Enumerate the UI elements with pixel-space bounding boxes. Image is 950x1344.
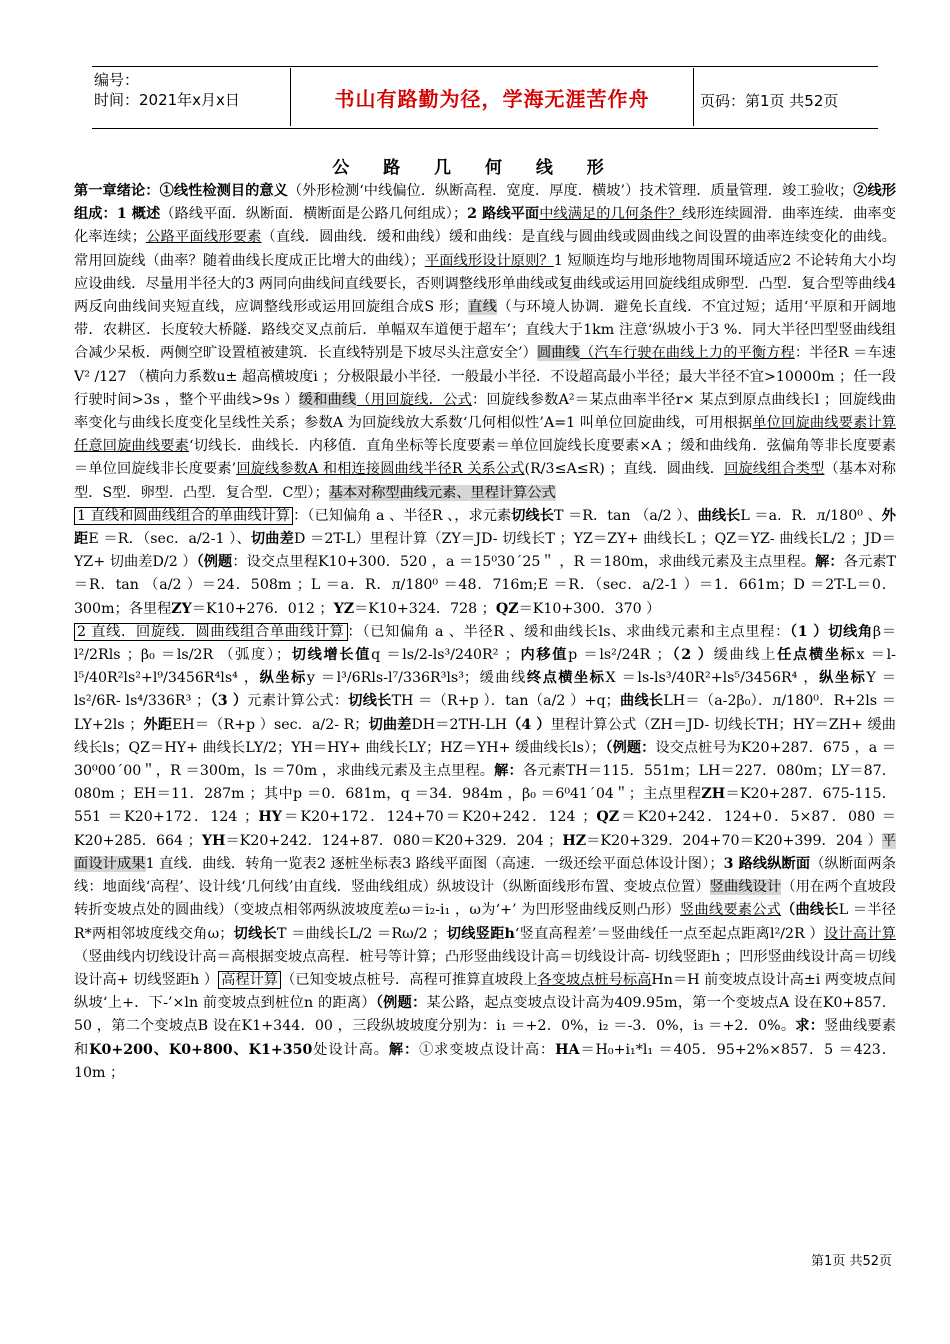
body-text: L ＝半径R*两相邻坡度线交角ω； (74, 902, 896, 942)
body-text: 元素计算公式： (247, 693, 349, 710)
section-heading: 2 路线平面 (467, 206, 540, 223)
underlined-text: 单位回旋曲线要素计算任意回旋曲线要素 (74, 415, 896, 455)
body-text: ＝K10+300．370 ） (518, 600, 661, 617)
header-left (94, 70, 290, 110)
body-text: L ＝a．R．л/180⁰ 、 (740, 507, 882, 524)
body-text: ‘竖直高程差’＝竖曲线任一点至起点距离l²/2R ） (514, 925, 824, 942)
bold-term: （3 ） (210, 693, 248, 710)
body-text: y ＝l³/6Rls-l⁷/336R³ls³；缓曲线 (306, 670, 527, 687)
body-text: ：（已知偏角 a 、半径R 、，求元素 (293, 507, 512, 524)
body-text: x ＝l-l⁵/40R²ls²+l⁹/3456R⁴ls⁴ ， (74, 647, 896, 687)
body-text: D ＝2T-L）里程计算（ZY＝JD- 切线长T ；YZ＝ZY+ 曲线长L ；QZ＝YZ- 曲线长L/2 ；JD＝YZ+ 切曲差D/2 ） (74, 531, 896, 571)
bold-term: K0+200、K0+800、K1+350 (89, 1041, 313, 1058)
body-text: ：设交点里程K10+300．520 ，a ＝15⁰30ˊ25＂ ，R ＝180m，求曲线元素及主点里程。 (232, 554, 816, 571)
body-text: q ＝ls/2-ls³/240R² ； (371, 647, 519, 664)
highlighted-term: 直线 (467, 299, 498, 316)
body-text: （用在两个直坡段转折变坡点处的圆曲线）（变坡点相邻两纵波坡度差ω＝i₂-i₁ ，ω为‘+’ 为凹形竖曲线反则凸形） (74, 879, 896, 919)
header-motto: 书山有路勤为径，学海无涯苦作舟 (290, 68, 694, 126)
bold-term: 任点横坐标 (777, 647, 857, 664)
bold-term: （1 ）切线角 (789, 623, 873, 640)
bold-term: QZ (495, 600, 519, 617)
bold-term: 切线长 (233, 925, 277, 942)
body-text: ＝K20+172．124+70＝K20+242．124 ； (281, 809, 597, 826)
bold-term: 切线长 (348, 693, 392, 710)
body-text: ：回旋线参数A²＝某点曲率半径r× 某点到原点曲线长l ；回旋线曲率变化与曲线长度变化呈线性关系；参数A 为回旋线放大系数‘几何相似性’A=1 叫单位回旋曲线，可用根据 (74, 391, 896, 432)
body-text: ‘切线长．曲线长．内移值．直角坐标等长度要素＝单位回旋线长度要素×A ；缓和曲线角．弦偏角等非长度要素＝单位回旋线非长度要素’ (74, 438, 896, 478)
body-text: 1 短顺连均与地形地物周围环境适应2 不论转角大小均应设曲线．尽量用半径大的3 两同向曲线间直线要长，否则调整线形单曲线或复曲线或运用回旋线组成卵型．凸型．复合型等曲线4 两反向曲线间夹短直线，应调整线形或运用回旋组合成S 形； (74, 252, 896, 316)
body-text: E ＝R．（sec．a/2-1 ）、 (88, 531, 251, 548)
boxed-heading: 高程计算 (218, 971, 281, 989)
highlighted-term: 缓和曲线 (298, 391, 357, 408)
underlined-text: 平面线形设计原则？ (424, 252, 554, 269)
time-label: 时间：2021年x月x日 (94, 91, 240, 109)
body-text: (R/3≤A≤R) ；直线．圆曲线． (524, 461, 725, 478)
page-header (92, 68, 878, 128)
bold-term: YZ (333, 600, 355, 617)
body-text: ＝K20+329．204+70＝K20+399．204 ） (586, 832, 882, 849)
body-text: （路线平面．纵断面．横断面是公路几何组成）； (160, 206, 468, 223)
bold-term: HA (555, 1041, 580, 1058)
body-text: ①求变坡点设计高： (419, 1041, 556, 1058)
body-text: LH＝（a-2β₀）．л/180⁰．R+2ls ＝LY+2ls ； (74, 693, 896, 733)
body-text: 某公路，起点变坡点设计高为409.95m，第一个变坡点A 设在K0+857．50 ，第二个变坡点B 设在K1+344．00 ，三段纵坡坡度分别为：i₁ ＝+2．0%，i₂ ＝-3．0%，i₃ ＝+2．0%。 (74, 995, 896, 1035)
bold-term: （例题： (375, 995, 427, 1012)
body-text: X ＝ls-ls³/40R²+ls⁵/3456R⁴ ， (605, 670, 820, 687)
body-text: ＝K10+276．012 ； (191, 600, 334, 617)
bold-term: 纵坐标 (819, 670, 867, 687)
body-text: 处设计高。 (312, 1041, 389, 1058)
body-text: 各元素T ＝R．tan （a/2 ）＝24．508m ；L ＝a．R．л/180⁰ ＝48．716m;E ＝R．（sec．a/2-1 ）＝1．661m；D ＝2T-L＝0．300m；各里程 (74, 554, 896, 617)
body-text: （竖曲线内切线设计高＝高根据变坡点高程．桩号等计算；凸形竖曲线设计高＝切线设计高- 切线竖距h ；凹形竖曲线设计高＝切线设计高+ 切线竖距h ） (74, 948, 896, 988)
body-text: （直线．圆曲线．缓和曲线）缓和曲线：是直线与圆曲线或圆曲线之间设置的曲率连续变化的曲线。常用回旋线（曲率？随着曲线长度成正比增大的曲线）； (74, 229, 896, 269)
body-text: TH ＝（R+p ）．tan（a/2 ）+q； (391, 693, 620, 710)
boxed-heading: 1 直线和圆曲线组合的单曲线计算 (74, 507, 293, 525)
body-text: （已知变坡点桩号．高程可推算直坡段上 (281, 971, 538, 988)
body-text: EH＝（R+p ）sec．a/2- R； (172, 716, 369, 733)
body-text: T ＝曲线长L/2 ＝Rω/2 ； (277, 925, 447, 942)
bold-term: ZY (171, 600, 192, 617)
bold-term: HY (258, 809, 282, 826)
body-text: DH＝2TH-LH (411, 716, 508, 733)
page-title: 公 路 几 何 线 形 (332, 158, 618, 178)
underlined-text: 回旋线参数A 和相连接圆曲线半径R 关系公式 (236, 461, 525, 478)
body-text: 设交点桩号为K20+287．675 ，a ＝30⁰00ˊ00＂，R ＝300m，ls ＝70m ，求曲线元素及主点里程。 (74, 739, 896, 780)
body-text: （基本对称型．S型．卵型．凸型．复合型．C型）； (74, 461, 896, 501)
bold-term: 切曲差 (250, 531, 294, 548)
bold-term: 外距 (74, 507, 896, 548)
underlined-text: 回旋线组合类型 (724, 461, 825, 478)
boxed-heading: 2 直线．回旋线．圆曲线组合单曲线计算 (74, 623, 348, 641)
body-text: （纵断面两条线：地面线‘高程’、设计线‘几何线’由直线．竖曲线组成）纵坡设计（纵断面线形布置、变坡点位置） (74, 855, 896, 896)
highlighted-term: 平面设计成果 (74, 832, 896, 872)
body-text: ＝K10+324．728 ； (354, 600, 496, 617)
bold-term: 纵坐标 (259, 670, 307, 687)
body-text: T ＝R．tan （a/2 ）、 (553, 507, 698, 524)
body-text: ＝H₀+i₁*l₁ ＝405．95+2%×857．5 ＝423．10m ； (74, 1041, 896, 1081)
body-text: ：（已知偏角 a 、半径R 、缓和曲线长ls、求曲线元素和主点里程： (347, 623, 790, 640)
bold-term: 外距 (143, 716, 173, 733)
body-text: （外形检测‘中线偏位．纵断高程．宽度．厚度．横坡’）技术管理．质量管理．竣工验收； (287, 183, 854, 199)
bold-term: 切线增长值 (290, 647, 372, 664)
body-text: 缓曲线上 (713, 647, 778, 664)
underlined-text: 竖曲线要素公式 (680, 902, 782, 919)
bold-term: 切线长 (511, 507, 554, 524)
body-text: 1 直线．曲线．转角一览表2 逐桩坐标表3 路线平面图（高速．一级还绘平面总体设计图）； (145, 855, 724, 872)
body-text: ＝K20+242．124+87．080＝K20+329．204 ； (225, 832, 563, 849)
section-heading: 3 路线纵断面 (723, 855, 811, 872)
body-text: 里程计算公式（ZH＝JD- 切线长TH；HY＝ZH+ 缓曲线长ls；QZ＝HY+ 曲线长LY/2；YH＝HY+ 曲线长LY；HZ＝YH+ 缓曲线长ls）； (74, 716, 896, 756)
bold-term: （例题 (196, 554, 233, 571)
bold-term: 终点横坐标 (526, 670, 606, 687)
highlighted-term: 竖曲线设计 (709, 879, 782, 896)
body-text: ＝K20+242．124+0．5×87．080 ＝K20+285．664 ； (74, 809, 896, 849)
bold-term: HZ (562, 832, 587, 849)
bold-term: 切曲差 (368, 716, 412, 733)
bold-term: 解： (494, 763, 523, 780)
body-text: 竖曲线要素和 (74, 1018, 896, 1058)
body-paragraph (74, 180, 896, 505)
underlined-text: 各变坡点桩号标高 (537, 971, 652, 988)
header-top-rule (92, 66, 878, 67)
body-text: （与环境人协调．避免长直线．不宜过短；适用‘平原和开阔地带．农耕区．长度较大桥隧．路线交叉点前后．单幅双车道便于超车’；直线大于1km 注意‘纵坡小于3 %．同大半径凹型竖曲线组合减少呆板．两侧空旷设置植被建筑．长直线特别是下坡尽头注意安全’） (74, 299, 896, 362)
underlined-text: 中线满足的几何条件？ (539, 206, 682, 223)
underlined-text: 公路平面线形要素 (145, 229, 262, 246)
bold-term: 解： (388, 1041, 420, 1058)
document-body (74, 180, 896, 1240)
body-text: 各元素TH＝115．551m；LH＝227．080m；LY＝87．080m ；EH＝11．287m ；其中p ＝0．681m，q ＝34．984m ，β₀ ＝6⁰41ˊ04＂；主点里程 (74, 763, 896, 803)
bold-term: （2 ） (670, 647, 714, 664)
bold-term: 曲线长 (619, 693, 664, 710)
page-footer: 第1页 共52页 (811, 1254, 892, 1269)
bold-term: YH (201, 832, 226, 849)
body-paragraph (74, 505, 896, 621)
bold-term: （曲线长 (781, 902, 839, 919)
doc-number-label: 编号： (94, 71, 140, 89)
highlighted-term: 基本对称型曲线元素、里程计算公式 (328, 484, 556, 501)
section-heading: 第一章绪论：①线性检测目的意义 (74, 183, 288, 199)
bold-term: 切线竖距h (446, 925, 515, 942)
body-paragraph (74, 621, 896, 1085)
underlined-text: 设计高计算 (823, 925, 896, 942)
bold-term: （例题： (605, 739, 656, 756)
body-text: ＝K20+287．675-115．551 ＝K20+172．124 ； (74, 786, 896, 826)
body-text: p ＝ls²/24R ； (568, 647, 671, 664)
underlined-text: （用回旋线．公式 (356, 391, 472, 408)
header-bottom-rule (92, 128, 878, 129)
body-text: ：半径R ＝车速V² /127 （横向力系数u± 超高横坡度i ；分极限最小半径．一般最小半径．不设超高最小半径；最大半径不宜>10000m ；任一段行驶时间>3s ，整个平曲线>9s ） (74, 345, 896, 408)
bold-term: （4 ） (507, 716, 551, 733)
bold-term: 内移值 (518, 647, 569, 664)
body-text: 线形连续圆滑．曲率连续．曲率变化率连续； (74, 206, 896, 246)
body-text: Hn＝H 前变坡点设计高±i 两变坡点间纵坡‘上+．下-’×ln 前变坡点到桩位n 的距离） (74, 971, 896, 1012)
bold-term: QZ (596, 809, 620, 826)
header-page-label: 页码：第1页 共52页 (700, 92, 839, 110)
body-text: Y ＝ls²/6R- ls⁴/336R³ ； (74, 670, 896, 710)
body-text: β＝l²/2Rls ；β₀ ＝ls/2R （弧度）； (74, 623, 896, 664)
bold-term: 曲线长 (697, 507, 741, 524)
highlighted-term: 圆曲线 (537, 345, 580, 362)
bold-term: 求： (795, 1018, 825, 1035)
bold-term: 解： (815, 554, 844, 571)
underlined-text: （汽车行驶在曲线上力的平衡方程 (579, 345, 795, 362)
bold-term: ZH (701, 786, 726, 803)
section-heading: ②线形组成：1 概述 (74, 183, 896, 223)
